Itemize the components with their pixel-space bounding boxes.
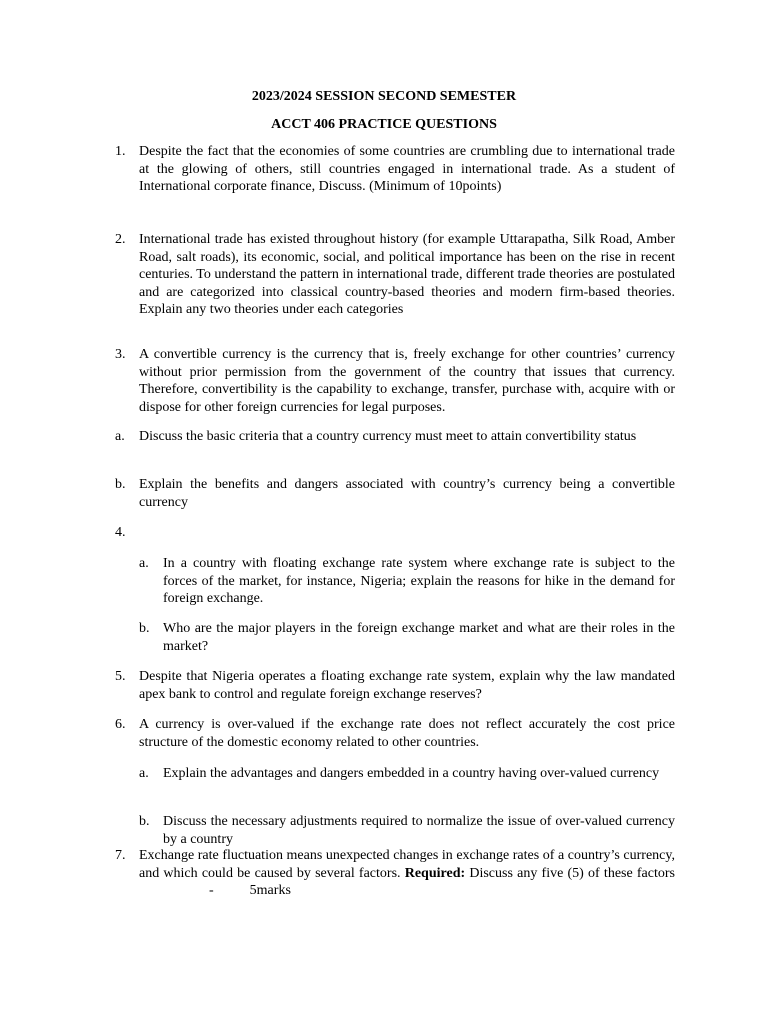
question-3a [115, 428, 675, 446]
required-label: Required: [404, 865, 466, 881]
question-number: 3. [115, 347, 126, 362]
question-number: 1. [115, 144, 126, 159]
question-text-tail: Discuss any five (5) of these factors [465, 865, 675, 881]
question-number: 2. [115, 232, 126, 247]
question-3b [115, 476, 675, 511]
question-number: 6. [115, 717, 126, 732]
question-4b [139, 620, 675, 655]
question-letter: b. [139, 621, 150, 636]
question-text: Who are the major players in the foreign exchange market and what are their roles in the market? [163, 621, 675, 654]
question-text: Discuss the necessary adjustments required to normalize the issue of over-valued currency by a country [163, 814, 675, 847]
question-6a [139, 765, 675, 783]
question-text [139, 847, 675, 900]
question-text: Discuss the basic criteria that a country currency must meet to attain convertibility status [139, 429, 637, 444]
question-5 [115, 668, 675, 703]
question-letter: b. [139, 814, 150, 829]
question-text: Despite that Nigeria operates a floating exchange rate system, explain why the law mandated apex bank to control and regulate foreign exchange reserves? [139, 669, 675, 702]
question-text: International trade has existed throughout history (for example Uttarapatha, Silk Road, Amber Road, salt roads), its economic, social, and political importance has been on the rise in recent centuries. To understand the pattern in international trade, different trade theories are postulated and are categorized into classical country-based theories and modern firm-based theories. Explain any two theories under each categories [139, 232, 675, 317]
question-letter: b. [115, 477, 126, 492]
question-number: 7. [115, 848, 126, 863]
question-1 [115, 143, 675, 196]
question-7 [115, 847, 675, 900]
course-title: ACCT 406 PRACTICE QUESTIONS [271, 117, 497, 132]
question-3 [115, 346, 675, 416]
question-letter: a. [115, 429, 125, 444]
question-2 [115, 231, 675, 319]
question-text: In a country with floating exchange rate system where exchange rate is subject to the forces of the market, for instance, Nigeria; explain the reasons for hike in the demand for foreign exchange. [163, 556, 675, 606]
question-text: Despite the fact that the economies of some countries are crumbling due to international trade at the glowing of others, still countries engaged in international trade. As a student of International corporate finance, Discuss. (Minimum of 10points) [139, 144, 675, 194]
question-text-lead: Exchange rate fluctuation means unexpected changes in exchange rates of a country’s currency, and which could be caused by several factors. [139, 848, 675, 881]
question-number: 4. [115, 525, 126, 540]
session-heading: 2023/2024 SESSION SECOND SEMESTER [251, 89, 517, 104]
question-letter: a. [139, 556, 149, 571]
question-text: Explain the benefits and dangers associated with country’s currency being a convertible currency [139, 477, 675, 510]
marks-label: 5marks [249, 883, 291, 898]
question-6 [115, 716, 675, 751]
question-letter: a. [139, 766, 149, 781]
marks-dash: - [209, 883, 214, 898]
question-text: A currency is over-valued if the exchange rate does not reflect accurately the cost price structure of the domestic economy related to other countries. [139, 717, 675, 750]
question-number: 5. [115, 669, 126, 684]
question-6b [139, 813, 675, 848]
question-text: Explain the advantages and dangers embedded in a country having over-valued currency [163, 766, 660, 781]
question-text: A convertible currency is the currency that is, freely exchange for other countries’ currency without prior permission from the government of the country that issues that currency. Therefore, convertibility is the capability to exchange, transfer, purchase with, acquire with or dispose for other foreign currencies for legal purposes. [139, 347, 675, 415]
question-4a [139, 555, 675, 608]
